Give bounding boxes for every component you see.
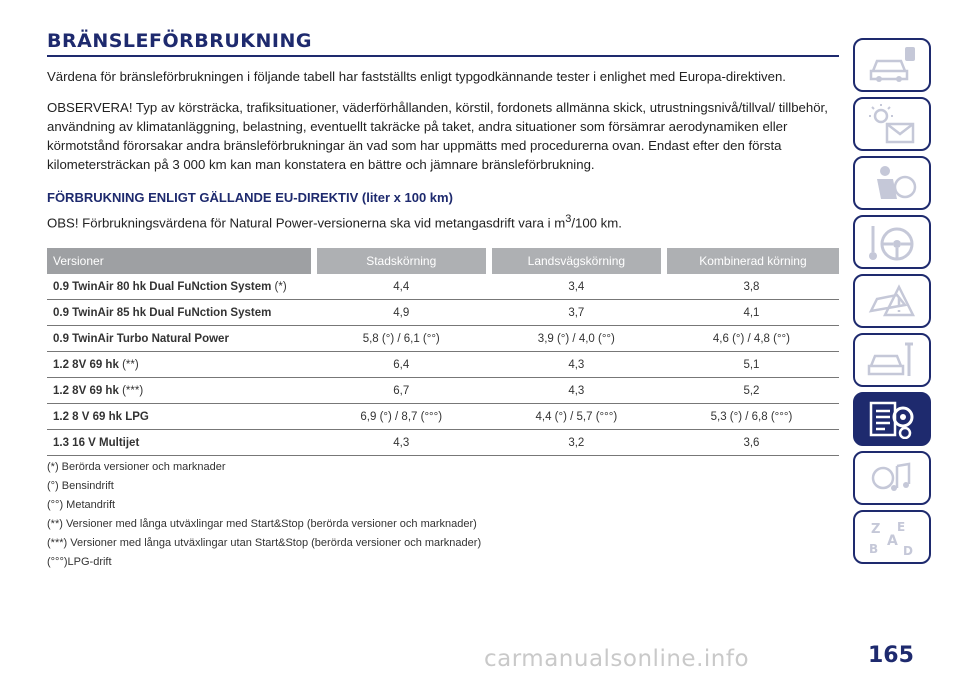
version-name: 1.3 16 V Multijet [53,436,140,449]
combined-value: 4,1 [664,300,839,326]
combined-value: 3,6 [664,430,839,456]
header-versions: Versioner [47,248,314,274]
footnote: (°) Bensindrift [47,480,114,493]
version-cell [47,274,314,300]
car-info-icon [867,45,917,85]
obs-suffix: /100 km. [571,215,622,231]
version-cell [47,300,314,326]
version-name: 0.9 TwinAir Turbo Natural Power [53,332,229,345]
steering-wheel-icon [867,222,917,262]
chapter-tab[interactable] [853,451,931,505]
page-number: 165 [868,643,914,668]
footnote: (*) Berörda versioner och marknader [47,461,226,474]
version-name: 1.2 8V 69 hk [53,384,119,397]
chapter-tab[interactable] [853,510,931,564]
version-name: 0.9 TwinAir 80 hk Dual FuNction System [53,280,272,293]
version-cell [47,404,314,430]
footnote: (**) Versioner med långa utväxlingar med Start&Stop (berörda versioner och marknader) [47,518,477,531]
footnote: (°°) Metandrift [47,499,116,512]
version-footnote-marker: (*) [274,280,287,293]
chapter-tabs [853,38,931,569]
table-header-row [47,248,839,274]
svg-text:A: A [887,533,898,549]
header-city: Stadskörning [314,248,489,274]
header-highway: Landsvägskörning [489,248,664,274]
header-combined: Kombinerad körning [664,248,839,274]
version-cell [47,378,314,404]
highway-value: 3,4 [489,274,664,300]
chapter-tab[interactable] [853,392,931,446]
version-cell [47,352,314,378]
footnotes [47,458,839,572]
footnote: (°°°)LPG-drift [47,556,112,569]
version-footnote-marker: (**) [122,358,139,371]
car-maintenance-icon [867,340,917,380]
footnote: (***) Versioner med långa utväxlingar utan Start&Stop (berörda versioner och marknader) [47,537,482,550]
obs-paragraph [47,213,839,230]
table-row [47,326,839,352]
city-value: 4,3 [314,430,489,456]
version-footnote-marker: (***) [122,384,144,397]
city-value: 6,4 [314,352,489,378]
version-cell [47,430,314,456]
alphabetical-index-icon [867,517,917,557]
version-cell [47,326,314,352]
table-row [47,378,839,404]
highway-value: 4,3 [489,378,664,404]
chapter-tab[interactable] [853,215,931,269]
car-breakdown-icon [867,281,917,321]
chapter-tab[interactable] [853,156,931,210]
page-title: BRÄNSLEFÖRBRUKNING [47,30,839,57]
svg-text:Z: Z [871,522,881,537]
note-paragraph: OBSERVERA! Typ av körsträcka, trafiksituationer, väderförhållanden, körstil, fordonets allmänna skick, utrustningsnivå/tillval/ tillbehör, användning av klimatanläggning, belastning, eventuellt takräcke på taket, andra situationer som försämrar aerodynamiken eller körmotstånd förorsakar andra bränsleförbrukningar än vad som har uppmätts med procedurerna ovan. Endast efter den första kilometersträckan på 3 000 km kan man konstatera en bättre och jämnare bränsleförbrukning. [47,100,828,172]
table-row [47,430,839,456]
city-value: 4,9 [314,300,489,326]
combined-value: 3,8 [664,274,839,300]
warning-light-envelope-icon [867,104,917,144]
svg-text:E: E [897,520,906,534]
multimedia-music-icon [867,458,917,498]
obs-text: OBS! Förbrukningsvärdena för Natural Power-versionerna ska vid metangasdrift vara i m [47,215,566,231]
city-value: 6,9 (°) / 8,7 (°°°) [314,404,489,430]
table-row [47,404,839,430]
city-value: 4,4 [314,274,489,300]
intro-paragraph: Värdena för bränsleförbrukningen i följande tabell har fastställts enligt typgodkännande tester i enlighet med Europa-direktiven. [47,69,786,84]
table-row [47,352,839,378]
table-row [47,274,839,300]
chapter-tab[interactable] [853,97,931,151]
combined-value: 5,2 [664,378,839,404]
highway-value: 3,9 (°) / 4,0 (°°) [489,326,664,352]
chapter-tab[interactable] [853,333,931,387]
highway-value: 4,4 (°) / 5,7 (°°°) [489,404,664,430]
chapter-tab[interactable] [853,274,931,328]
version-name: 1.2 8V 69 hk [53,358,119,371]
obs-superscript: 3 [565,213,572,225]
svg-text:B: B [869,542,879,556]
page-content [47,30,839,572]
airbag-seat-icon [867,163,917,203]
highway-value: 4,3 [489,352,664,378]
svg-text:D: D [903,544,913,557]
highway-value: 3,7 [489,300,664,326]
city-value: 6,7 [314,378,489,404]
watermark: carmanualsonline.info [484,646,750,672]
highway-value: 3,2 [489,430,664,456]
specifications-gear-icon [867,399,917,439]
combined-value: 5,1 [664,352,839,378]
chapter-tab[interactable] [853,38,931,92]
combined-value: 5,3 (°) / 6,8 (°°°) [664,404,839,430]
table-subheading: FÖRBRUKNING ENLIGT GÄLLANDE EU-DIREKTIV (liter x 100 km) [47,190,453,205]
consumption-table [47,248,839,456]
version-name: 1.2 8 V 69 hk LPG [53,410,149,423]
city-value: 5,8 (°) / 6,1 (°°) [314,326,489,352]
combined-value: 4,6 (°) / 4,8 (°°) [664,326,839,352]
version-name: 0.9 TwinAir 85 hk Dual FuNction System [53,306,272,319]
table-row [47,300,839,326]
